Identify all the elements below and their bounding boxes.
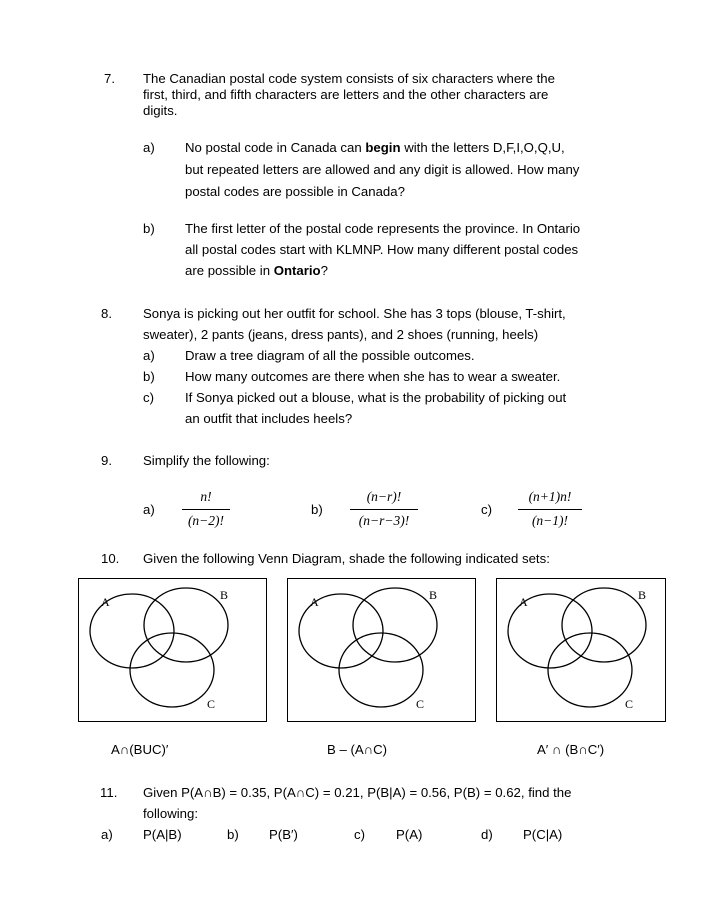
set-a-label: A (519, 595, 528, 609)
question-text: Given the following Venn Diagram, shade the following indicated sets: (143, 551, 550, 566)
question-text-line: The Canadian postal code system consists of six characters where the (143, 71, 555, 86)
part-text-line: are possible in Ontario? (185, 263, 328, 278)
denominator: (n−2)! (187, 512, 225, 528)
part-text-line: but repeated letters are allowed and any digit is allowed. How many (185, 162, 580, 177)
fraction-bar (182, 509, 230, 510)
part-text-line: No postal code in Canada can begin with the letters D,F,I,O,Q,U, (185, 140, 565, 155)
set-b-label: B (220, 588, 229, 602)
part-expression: P(B′) (269, 827, 298, 842)
part-label: b) (143, 221, 155, 236)
part-label: a) (143, 348, 155, 363)
question-text-line: Sonya is picking out her outfit for school. She has 3 tops (blouse, T-shirt, (143, 306, 566, 321)
emphasis-text: Ontario (273, 263, 321, 278)
part-label: c) (481, 502, 492, 517)
part-label: b) (143, 369, 155, 384)
question-number: 11. (100, 785, 118, 800)
part-label: b) (227, 827, 239, 842)
numerator: (n+1)n! (528, 489, 572, 504)
venn-caption-3: A′ ∩ (B∩C′) (537, 742, 605, 757)
set-b-circle[interactable] (353, 588, 437, 662)
part-text-line: If Sonya picked out a blouse, what is the probability of picking out (185, 390, 567, 405)
numerator: (n−r)! (366, 489, 402, 504)
set-c-label: C (625, 697, 634, 711)
fraction-b (350, 490, 418, 527)
venn-caption-2: B – (A∩C) (327, 742, 388, 757)
part-text-line: an outfit that includes heels? (185, 411, 353, 426)
venn-caption-1: A∩(BUC)′ (111, 742, 169, 757)
question-number: 10. (101, 551, 120, 566)
part-expression: P(C|A) (523, 827, 563, 842)
part-label: a) (143, 140, 155, 155)
part-label: c) (143, 390, 154, 405)
set-a-label: A (310, 595, 319, 609)
part-label: c) (354, 827, 365, 842)
set-a-label: A (101, 595, 110, 609)
question-text-line: Given P(A∩B) = 0.35, P(A∩C) = 0.21, P(B|A) = 0.56, P(B) = 0.62, find the (143, 785, 572, 800)
part-label: b) (311, 502, 323, 517)
question-text-line: first, third, and fifth characters are letters and the other characters are (143, 87, 549, 102)
venn-diagram-3[interactable] (496, 578, 666, 722)
denominator: (n−1)! (531, 512, 569, 528)
question-number: 8. (101, 306, 112, 321)
fraction-a (182, 490, 230, 527)
fraction-bar (350, 509, 418, 510)
venn-diagram-1[interactable] (78, 578, 267, 722)
part-text-line: all postal codes start with KLMNP. How many different postal codes (185, 242, 579, 257)
question-number: 9. (101, 453, 112, 468)
set-b-label: B (638, 588, 647, 602)
question-text-line: sweater), 2 pants (jeans, dress pants), and 2 shoes (running, heels) (143, 327, 539, 342)
part-label: a) (101, 827, 113, 842)
set-b-circle[interactable] (144, 588, 228, 662)
emphasis-text: begin (365, 140, 401, 155)
set-b-label: B (429, 588, 438, 602)
part-label: a) (143, 502, 155, 517)
set-b-circle[interactable] (562, 588, 646, 662)
question-text-line: digits. (143, 103, 178, 118)
part-text-line: How many outcomes are there when she has to wear a sweater. (185, 369, 561, 384)
fraction-c (518, 490, 582, 527)
question-number: 7. (104, 71, 115, 86)
fraction-bar (518, 509, 582, 510)
part-expression: P(A) (396, 827, 423, 842)
question-text: Simplify the following: (143, 453, 270, 468)
part-label: d) (481, 827, 493, 842)
venn-diagram-2[interactable] (287, 578, 476, 722)
part-text-line: postal codes are possible in Canada? (185, 184, 405, 199)
set-c-label: C (416, 697, 425, 711)
part-text-line: The first letter of the postal code represents the province. In Ontario (185, 221, 581, 236)
question-text-line: following: (143, 806, 198, 821)
part-text-line: Draw a tree diagram of all the possible outcomes. (185, 348, 475, 363)
part-expression: P(A|B) (143, 827, 182, 842)
numerator: n! (200, 489, 212, 504)
set-c-label: C (207, 697, 216, 711)
denominator: (n−r−3)! (358, 512, 410, 528)
